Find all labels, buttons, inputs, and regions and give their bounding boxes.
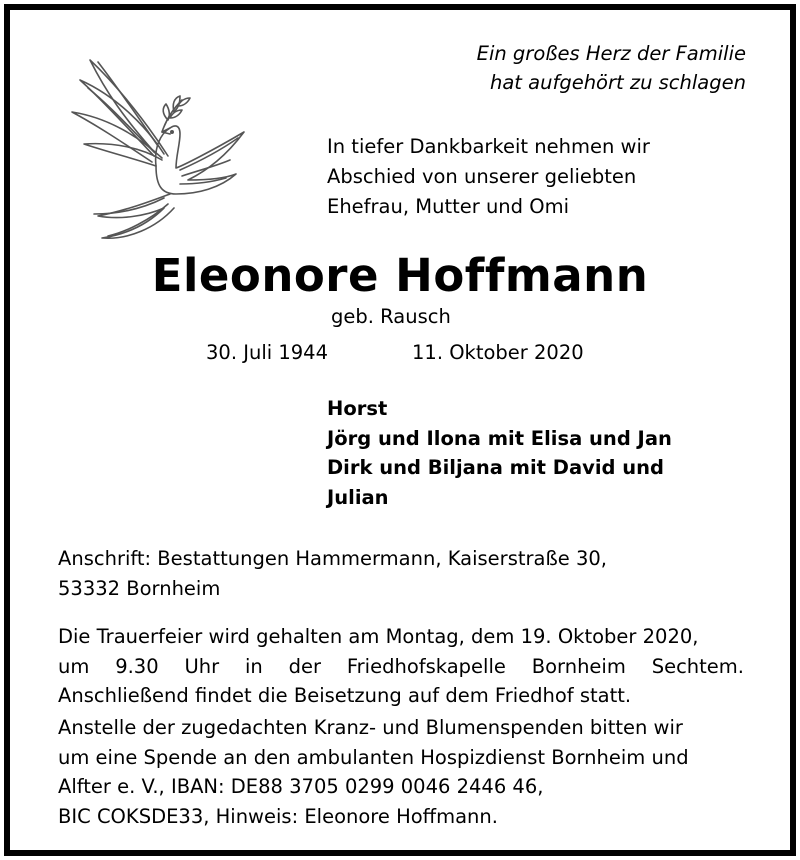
mourner-line: Jörg und Ilona mit Elisa und Jan — [327, 426, 672, 450]
mourners-list — [327, 394, 672, 512]
address-block — [58, 544, 607, 603]
death-date: 11. Oktober 2020 — [412, 341, 584, 364]
ceremony-line: Die Trauerfeier wird gehalten am Montag, dem 19. Oktober 2020, — [58, 625, 699, 648]
intro-line: Abschied von unserer geliebten — [327, 165, 637, 188]
dove-with-olive-branch-icon — [58, 48, 258, 243]
mourner-line: Dirk und Biljana mit David und — [327, 456, 664, 479]
address-line: 53332 Bornheim — [58, 576, 221, 600]
motto-line: hat aufgehört zu schlagen — [490, 71, 746, 94]
birth-date: 30. Juli 1944 — [206, 341, 328, 364]
ceremony-paragraph — [58, 622, 744, 711]
intro-line: Ehefrau, Mutter und Omi — [327, 195, 570, 218]
donation-line: um eine Spende an den ambulanten Hospizdienst Bornheim und — [58, 745, 689, 769]
donation-line: Alfter e. V., IBAN: DE88 3705 0299 0046 2446 46, — [58, 775, 544, 798]
motto-line: Ein großes Herz der Familie — [476, 42, 746, 65]
intro-line: In tiefer Dankbarkeit nehmen wir — [327, 135, 650, 158]
ceremony-line: Anschließend findet die Beisetzung auf dem Friedhof statt. — [58, 684, 632, 707]
mourner-line: Julian — [327, 485, 389, 509]
birth-name: geb. Rausch — [331, 305, 451, 328]
donation-paragraph — [58, 713, 744, 831]
address-line: Anschrift: Bestattungen Hammermann, Kaiserstraße 30, — [58, 547, 607, 570]
motto — [477, 39, 746, 97]
ceremony-line: um 9.30 Uhr in der Friedhofskapelle Bornheim Sechtem. — [58, 654, 744, 678]
mourner-line: Horst — [327, 397, 388, 420]
donation-line: BIC COKSDE33, Hinweis: Eleonore Hoffmann. — [58, 804, 498, 828]
donation-line: Anstelle der zugedachten Kranz- und Blumenspenden bitten wir — [58, 716, 683, 739]
intro-text — [327, 132, 650, 222]
deceased-name: Eleonore Hoffmann — [151, 249, 649, 302]
